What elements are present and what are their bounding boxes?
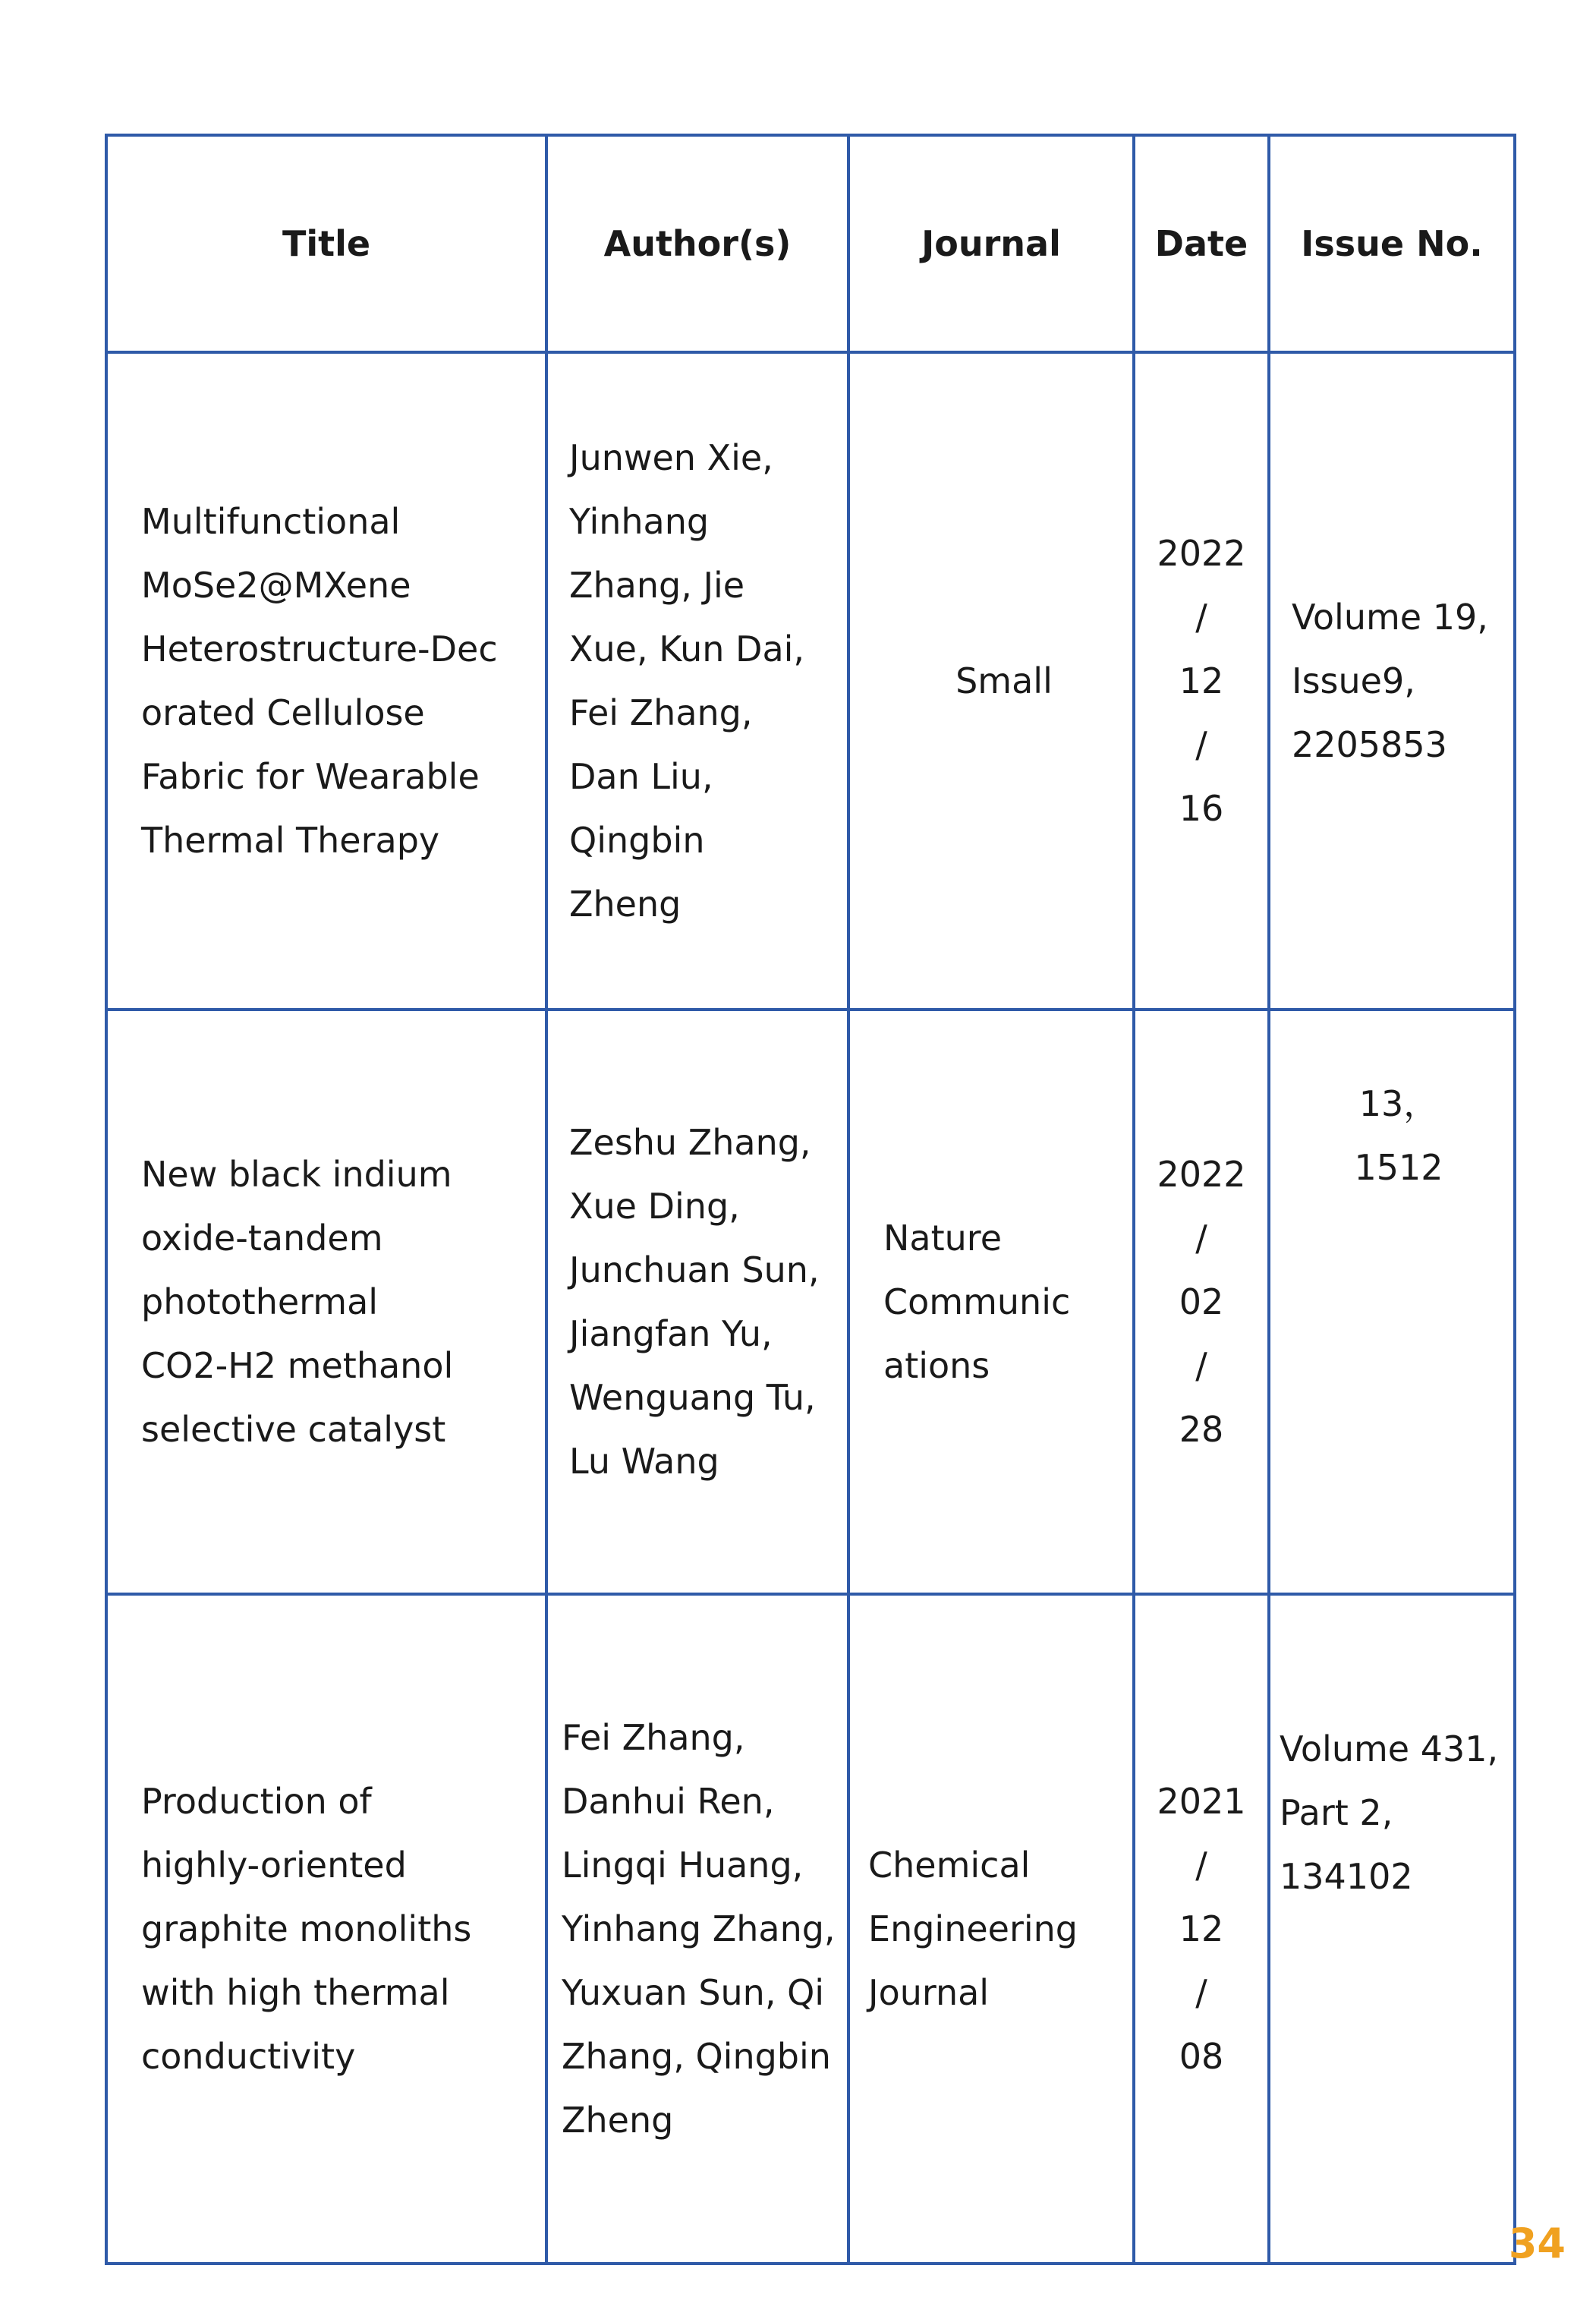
date-line: / xyxy=(1195,1972,1207,2013)
header-authors: Author(s) xyxy=(546,135,848,352)
cell-journal xyxy=(848,1010,1134,1594)
issue-line: 2205853 xyxy=(1292,724,1447,765)
authors-line: Zhang, Qingbin xyxy=(562,2036,831,2077)
date-line: 28 xyxy=(1179,1409,1224,1450)
journal-line: Engineering xyxy=(868,1908,1078,1949)
journal-line: ations xyxy=(883,1345,990,1386)
authors-line: Yinhang xyxy=(569,501,710,542)
journal-line: Communic xyxy=(883,1281,1071,1322)
title-line: selective catalyst xyxy=(141,1409,446,1450)
date-line: 12 xyxy=(1179,660,1224,701)
header-row xyxy=(106,135,1515,352)
authors-line: Fei Zhang, xyxy=(562,1717,745,1758)
title-line: Fabric for Wearable xyxy=(141,756,480,797)
authors-line: Qingbin xyxy=(569,820,705,861)
cell-authors xyxy=(546,1594,848,2264)
authors-line: Zheng xyxy=(569,884,682,925)
cell-authors xyxy=(546,352,848,1010)
journal-line: Small xyxy=(955,660,1053,701)
table-row xyxy=(106,1010,1515,1594)
date-line: / xyxy=(1195,1345,1207,1386)
date-line: 2022 xyxy=(1157,1154,1246,1195)
authors-line: Junwen Xie, xyxy=(569,437,773,478)
cell-issue xyxy=(1269,1010,1515,1594)
authors-line: Lingqi Huang, xyxy=(562,1845,804,1886)
issue-line: Volume 19, xyxy=(1292,597,1488,638)
authors-line: Jiangfan Yu, xyxy=(569,1313,773,1354)
cell-date xyxy=(1134,1010,1269,1594)
header-issue: Issue No. xyxy=(1269,135,1515,352)
journal-line: Chemical xyxy=(868,1845,1031,1886)
table-row xyxy=(106,352,1515,1010)
title-line: Multifunctional xyxy=(141,501,401,542)
authors-line: Xue, Kun Dai, xyxy=(569,629,805,670)
title-line: Heterostructure-Dec xyxy=(141,629,498,670)
title-line: New black indium xyxy=(141,1154,452,1195)
cell-date xyxy=(1134,352,1269,1010)
cell-issue xyxy=(1269,352,1515,1010)
date-line: / xyxy=(1195,724,1207,765)
title-line: MoSe2@MXene xyxy=(141,565,411,606)
publications-table xyxy=(105,134,1516,2265)
title-line: conductivity xyxy=(141,2036,356,2077)
authors-line: Junchuan Sun, xyxy=(569,1249,820,1290)
authors-line: Yinhang Zhang, xyxy=(562,1908,836,1949)
authors-line: Zheng xyxy=(562,2100,674,2141)
cell-journal xyxy=(848,1594,1134,2264)
table-row xyxy=(106,1594,1515,2264)
issue-line: Issue9, xyxy=(1292,660,1415,701)
date-line: 2022 xyxy=(1157,533,1246,574)
title-line: orated Cellulose xyxy=(141,692,425,733)
title-line: oxide-tandem xyxy=(141,1218,383,1259)
cell-date xyxy=(1134,1594,1269,2264)
issue-line: Part 2, xyxy=(1280,1792,1393,1833)
cell-authors xyxy=(546,1010,848,1594)
date-line: 16 xyxy=(1179,788,1224,829)
authors-line: Dan Liu, xyxy=(569,756,713,797)
title-line: highly-oriented xyxy=(141,1845,407,1886)
date-line: 08 xyxy=(1179,2036,1224,2077)
title-line: CO2-H2 methanol xyxy=(141,1345,454,1386)
header-journal: Journal xyxy=(848,135,1134,352)
issue-line: 13， xyxy=(1358,1083,1439,1124)
date-line: 2021 xyxy=(1157,1781,1246,1822)
authors-line: Xue Ding, xyxy=(569,1186,740,1227)
journal-line: Nature xyxy=(883,1218,1002,1259)
date-line: 02 xyxy=(1179,1281,1224,1322)
issue-line: 134102 xyxy=(1280,1856,1413,1897)
title-line: Thermal Therapy xyxy=(141,820,440,861)
date-line: / xyxy=(1195,1845,1207,1886)
title-line: Production of xyxy=(141,1781,372,1822)
authors-line: Danhui Ren, xyxy=(562,1781,775,1822)
authors-line: Fei Zhang, xyxy=(569,692,753,733)
journal-line: Journal xyxy=(868,1972,990,2013)
cell-title xyxy=(106,1594,546,2264)
issue-line: Volume 431, xyxy=(1280,1728,1499,1769)
header-date: Date xyxy=(1134,135,1269,352)
cell-issue xyxy=(1269,1594,1515,2264)
authors-line: Lu Wang xyxy=(569,1441,719,1482)
authors-line: Yuxuan Sun, Qi xyxy=(562,1972,825,2013)
cell-journal xyxy=(848,352,1134,1010)
cell-title xyxy=(106,1010,546,1594)
header-title: Title xyxy=(106,135,546,352)
cell-title xyxy=(106,352,546,1010)
date-line: / xyxy=(1195,597,1207,638)
title-line: with high thermal xyxy=(141,1972,450,2013)
date-line: / xyxy=(1195,1218,1207,1259)
authors-line: Zeshu Zhang, xyxy=(569,1122,811,1163)
authors-line: Zhang, Jie xyxy=(569,565,745,606)
page-number: 34 xyxy=(1508,2220,1566,2267)
authors-line: Wenguang Tu, xyxy=(569,1377,816,1418)
issue-line: 1512 xyxy=(1354,1147,1443,1188)
title-line: graphite monoliths xyxy=(141,1908,472,1949)
title-line: photothermal xyxy=(141,1281,379,1322)
date-line: 12 xyxy=(1179,1908,1224,1949)
